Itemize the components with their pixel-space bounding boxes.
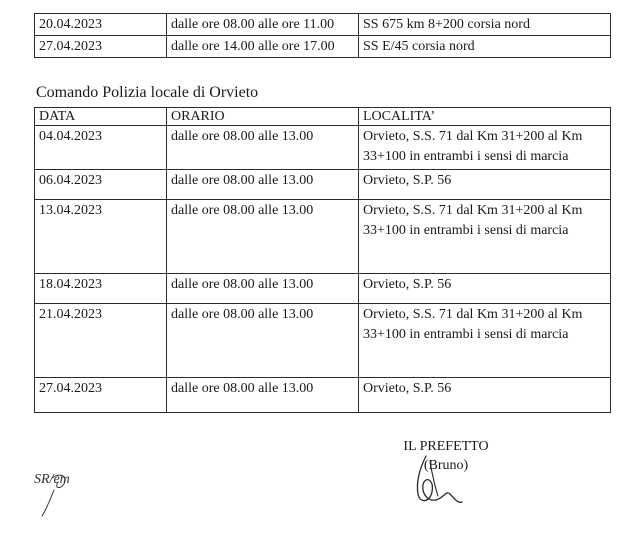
date-cell: 06.04.2023: [35, 170, 167, 200]
location-cell: Orvieto, S.S. 71 dal Km 31+200 al Km 33+100 in entrambi i sensi di marcia: [359, 200, 611, 274]
location-cell: SS E/45 corsia nord: [359, 36, 611, 58]
time-cell: dalle ore 08.00 alle 13.00: [167, 200, 359, 274]
time-cell: dalle ore 08.00 alle 13.00: [167, 304, 359, 378]
location-cell: Orvieto, S.S. 71 dal Km 31+200 al Km 33+100 in entrambi i sensi di marcia: [359, 304, 611, 378]
schedule-table-orvieto: [34, 107, 611, 413]
column-header-date: DATA: [35, 108, 167, 126]
column-header-time: ORARIO: [167, 108, 359, 126]
table-row: [35, 304, 611, 378]
time-cell: dalle ore 08.00 alle 13.00: [167, 126, 359, 170]
location-cell: Orvieto, S.P. 56: [359, 274, 611, 304]
location-cell: Orvieto, S.P. 56: [359, 170, 611, 200]
table-row: [35, 36, 611, 58]
date-cell: 13.04.2023: [35, 200, 167, 274]
table-row: [35, 378, 611, 413]
prefetto-name: (Bruno): [423, 458, 469, 473]
schedule-table-top: [34, 13, 611, 58]
location-cell: SS 675 km 8+200 corsia nord: [359, 14, 611, 36]
time-cell: dalle ore 08.00 alle 13.00: [167, 274, 359, 304]
section-title: Comando Polizia locale di Orvieto: [36, 84, 259, 101]
time-cell: dalle ore 08.00 alle ore 11.00: [167, 14, 359, 36]
time-cell: dalle ore 14.00 alle ore 17.00: [167, 36, 359, 58]
table-header-row: [35, 108, 611, 126]
date-cell: 04.04.2023: [35, 126, 167, 170]
date-cell: 20.04.2023: [35, 14, 167, 36]
date-cell: 27.04.2023: [35, 36, 167, 58]
table-row: [35, 170, 611, 200]
time-cell: dalle ore 08.00 alle 13.00: [167, 170, 359, 200]
column-header-location: LOCALITA’: [359, 108, 611, 126]
table-row: [35, 14, 611, 36]
location-cell: Orvieto, S.S. 71 dal Km 31+200 al Km 33+100 in entrambi i sensi di marcia: [359, 126, 611, 170]
drafter-initials: SR/em: [34, 472, 70, 487]
date-cell: 18.04.2023: [35, 274, 167, 304]
date-cell: 27.04.2023: [35, 378, 167, 413]
prefetto-title: IL PREFETTO: [403, 439, 489, 454]
date-cell: 21.04.2023: [35, 304, 167, 378]
location-cell: Orvieto, S.P. 56: [359, 378, 611, 413]
table-row: [35, 126, 611, 170]
table-row: [35, 200, 611, 274]
table-row: [35, 274, 611, 304]
initials-flourish-icon: [30, 470, 90, 520]
handwritten-signature-icon: [396, 452, 476, 508]
time-cell: dalle ore 08.00 alle 13.00: [167, 378, 359, 413]
